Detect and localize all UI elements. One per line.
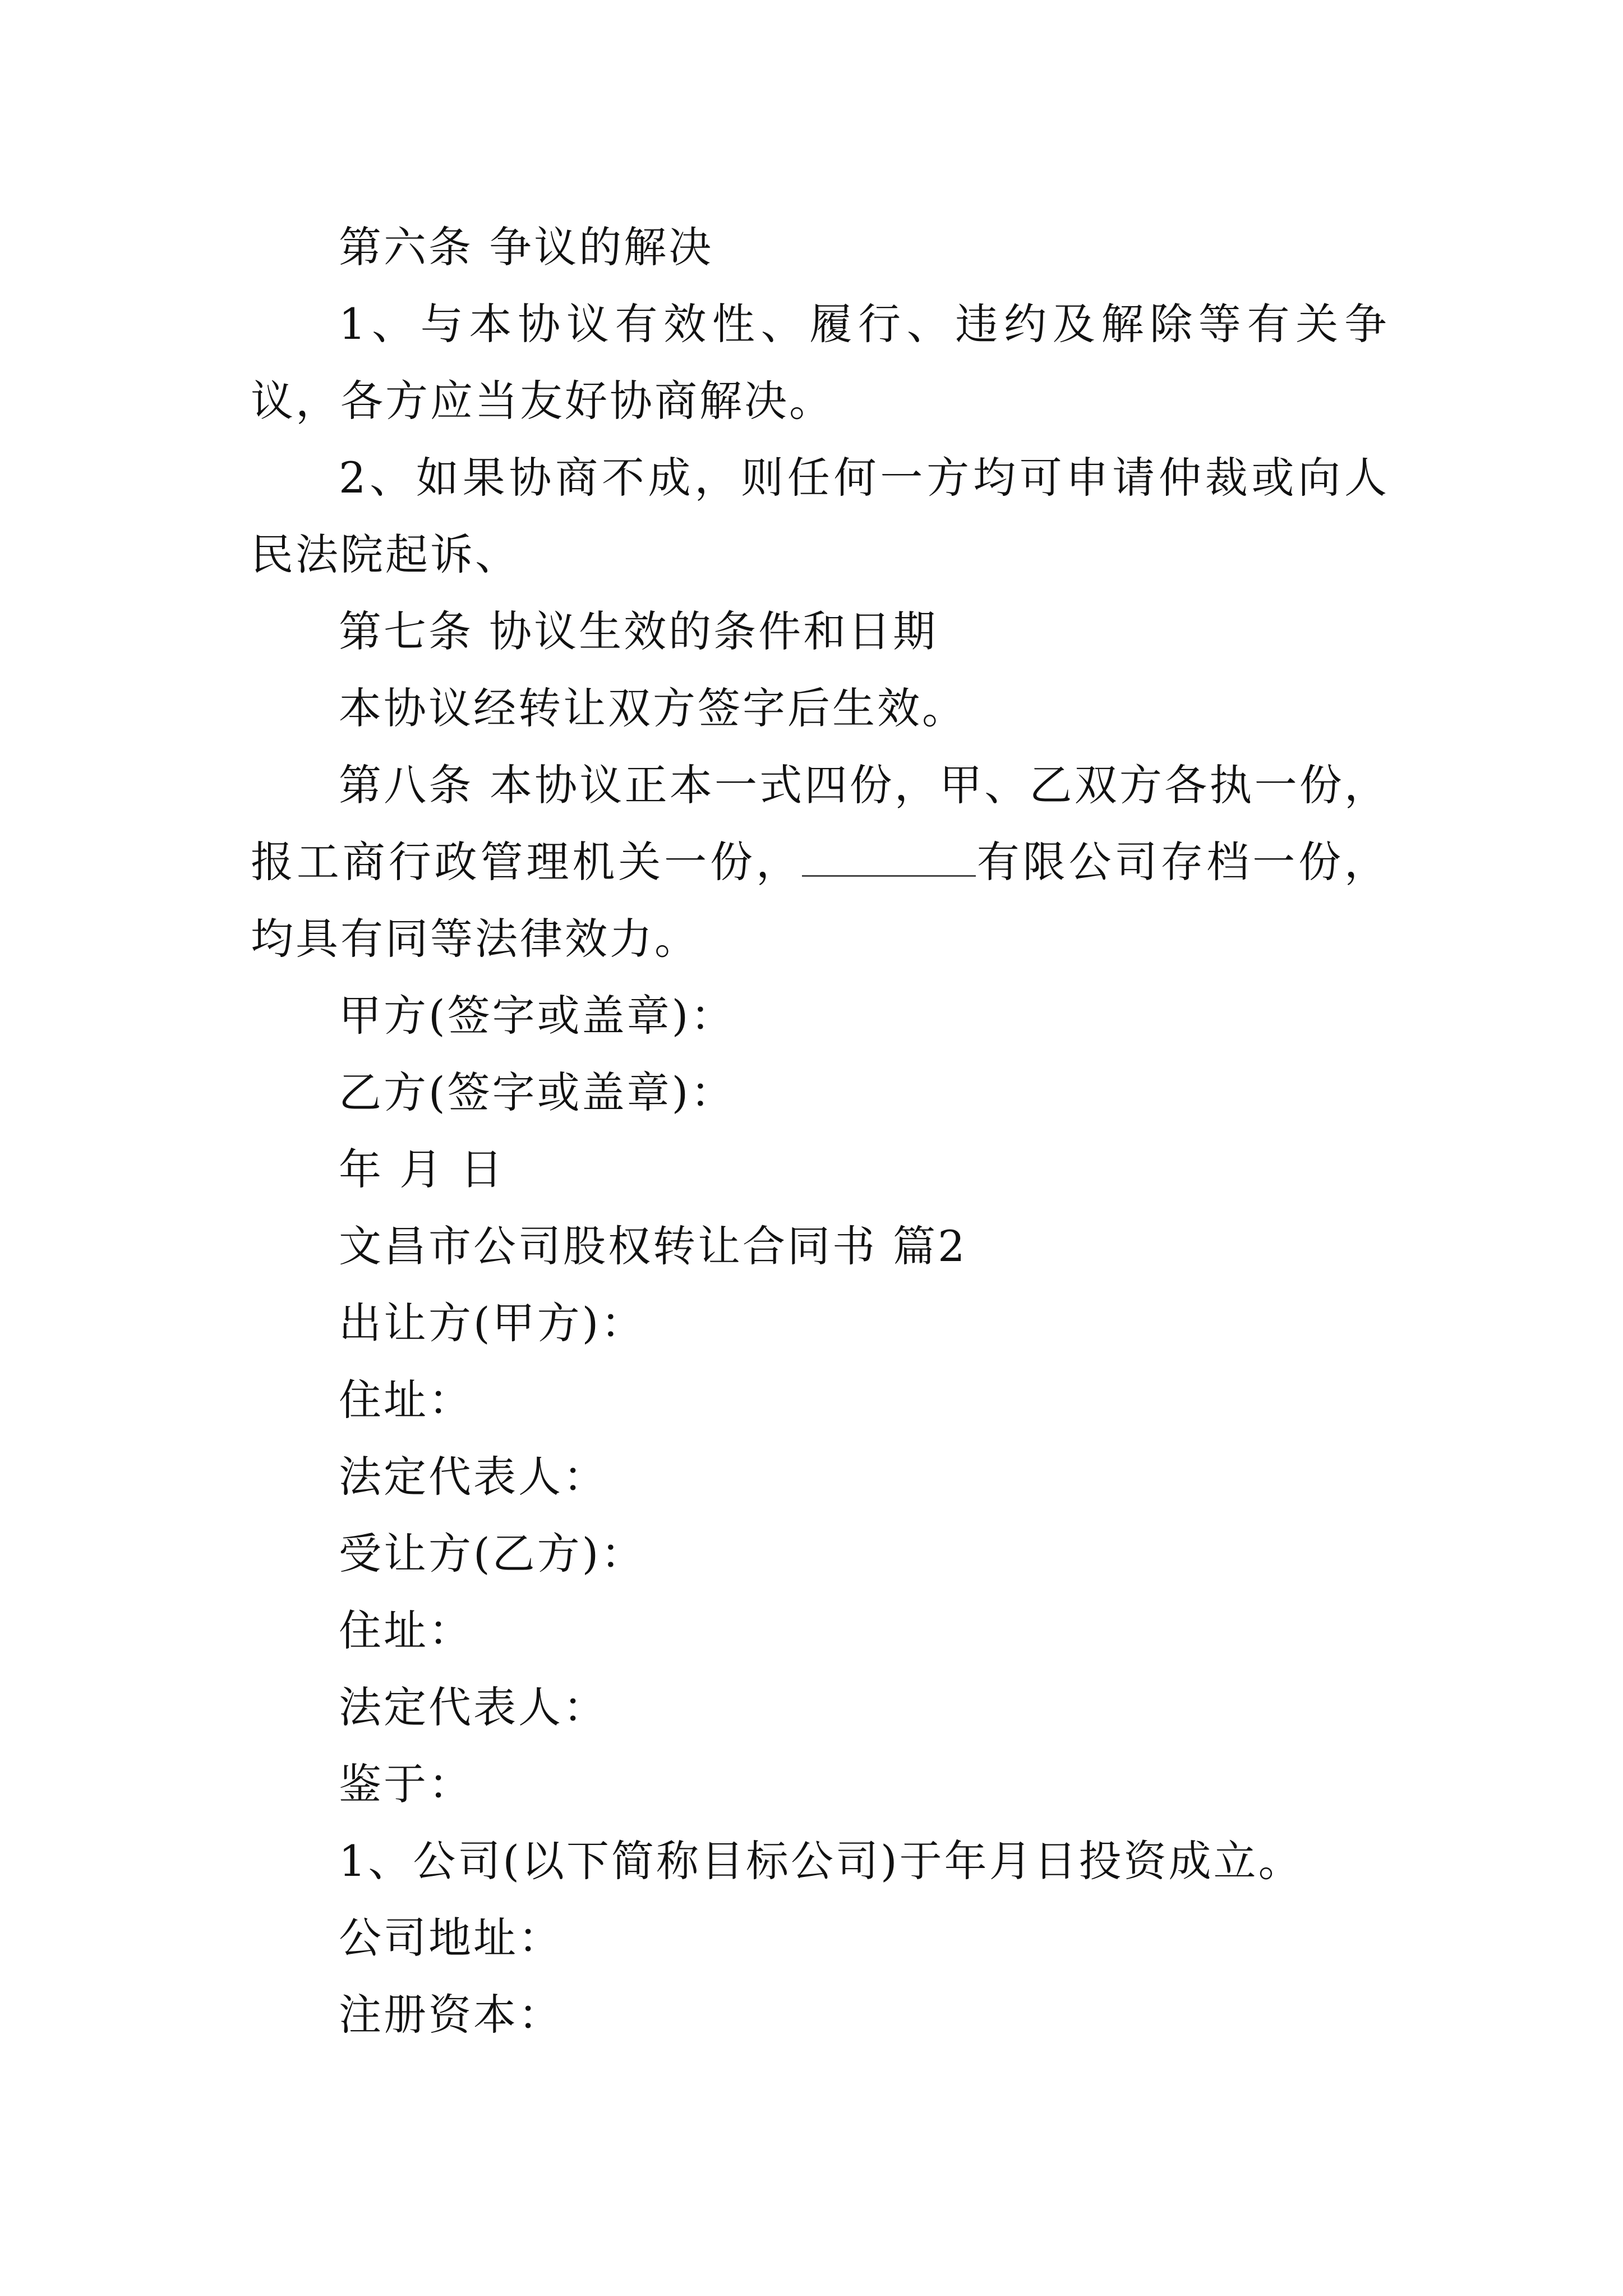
- whereas-item-1: 1、公司(以下简称目标公司)于年月日投资成立。: [339, 1836, 1303, 1886]
- party-a-signature-line: 甲方(签字或盖章)：: [339, 991, 736, 1041]
- article-7-body: 本协议经转让双方签字后生效。: [339, 683, 967, 733]
- whereas-line: 鉴于：: [339, 1759, 473, 1809]
- registered-capital-line: 注册资本：: [339, 1990, 563, 2040]
- company-name-blank: [802, 841, 976, 877]
- transferor-representative-line: 法定代表人：: [339, 1452, 608, 1502]
- transferor-line: 出让方(甲方)：: [339, 1298, 646, 1348]
- party-b-signature-line: 乙方(签字或盖章)：: [339, 1068, 736, 1117]
- transferee-address-line: 住址：: [339, 1605, 473, 1655]
- article-8-text-before-blank: 第八条 本协议正本一式四份，甲、乙双方各执一份，报工商行政管理机关一份，: [251, 760, 1389, 887]
- transferee-representative-line: 法定代表人：: [339, 1682, 608, 1732]
- article-6-item-2: 2、如果协商不成，则任何一方均可申请仲裁或向人民法院起诉、: [251, 453, 1389, 579]
- article-6-title: 第六条 争议的解决: [339, 222, 714, 272]
- transferee-line: 受让方(乙方)：: [339, 1529, 646, 1579]
- article-8-body: [251, 747, 1389, 977]
- part-2-title: 文昌市公司股权转让合同书 篇2: [339, 1221, 967, 1271]
- date-line: 年 月 日: [339, 1144, 505, 1194]
- article-8-text-after-blank: 有限公司存档一份，均具有同等法律效力。: [251, 837, 1390, 964]
- company-address-line: 公司地址：: [339, 1913, 563, 1963]
- document-body: [251, 209, 1389, 2053]
- transferor-address-line: 住址：: [339, 1375, 473, 1425]
- article-7-title: 第七条 协议生效的条件和日期: [339, 606, 938, 656]
- article-6-item-1: 1、与本协议有效性、履行、违约及解除等有关争议，各方应当友好协商解决。: [251, 299, 1389, 426]
